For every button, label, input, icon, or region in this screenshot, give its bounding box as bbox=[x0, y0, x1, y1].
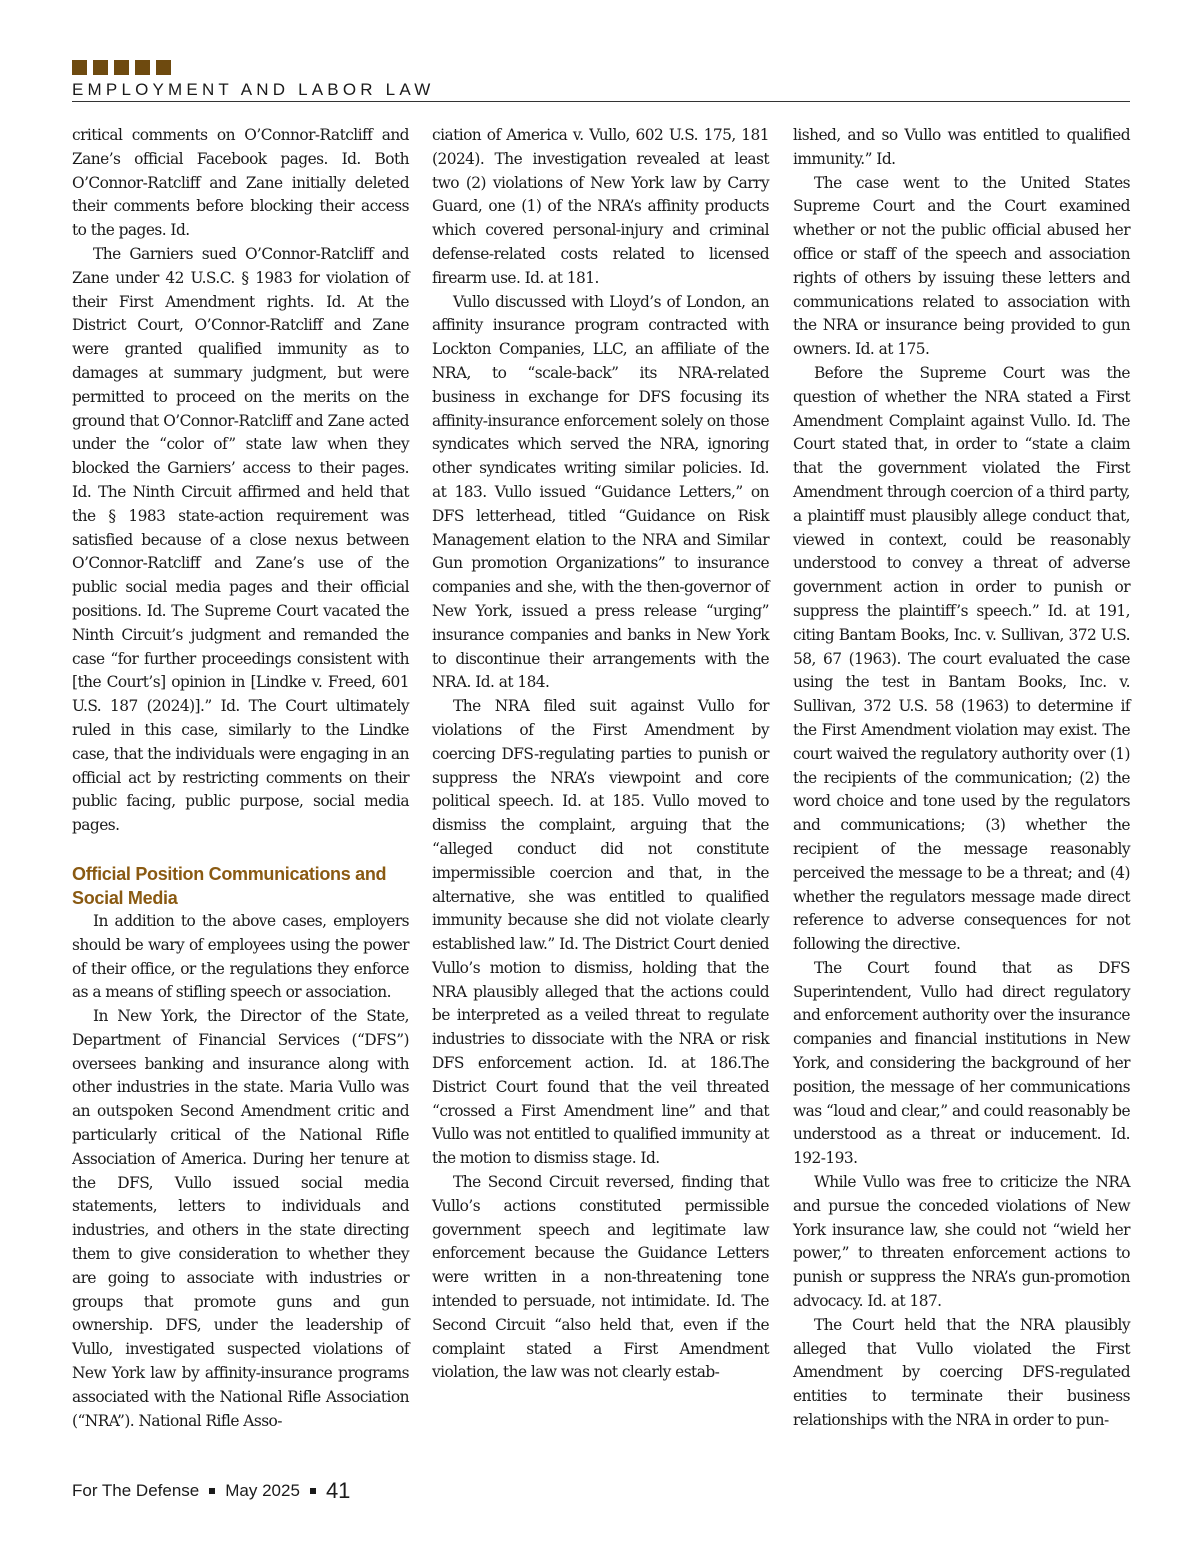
header-square bbox=[93, 60, 108, 75]
paragraph: The Second Circuit reversed, finding that Vullo’s actions constituted permissible government speech and legitimate law enforcement because the Guidance Letters were written in a non-threatening tone intended to persuade, not intimidate. Id. The Second Circuit “also held that, even if the complaint stated a First Amendment violation, the law was not clearly estab- bbox=[432, 1173, 769, 1382]
paragraph: In addition to the above cases, employers should be wary of employees using the power of their office, or the regulations they enforce as a means of stifling speech or association. bbox=[72, 911, 409, 1002]
header-square bbox=[135, 60, 150, 75]
paragraph: Before the Supreme Court was the question of whether the NRA stated a First Amendment Complaint against Vullo. Id. The Court stated that, in order to “state a claim that the government violated the First Amendment through coercion of a third party, a plaintiff must plausibly allege conduct that, viewed in context, could be reasonably understood to convey a threat of adverse government action in order to punish or suppress the plaintiff’s speech.” Id. at 191, citing Bantam Books, Inc. v. Sullivan, 372 U.S. 58, 67 (1963). The court evaluated the case using the test in Bantam Books, Inc. v. Sullivan, 372 U.S. 58 (1963) to determine if the First Amendment violation may exist. The court waived the regulatory authority over (1) the recipients of the communication; (2) the word choice and tone used by the regulators and communications; (3) whether the recipient of the message reasonably perceived the message to be a threat; and (4) whether the regulators message made direct reference to adverse consequences for not following the directive. bbox=[793, 363, 1130, 954]
section-title: EMPLOYMENT AND LABOR LAW bbox=[72, 80, 435, 99]
page-footer bbox=[72, 1478, 350, 1504]
paragraph: Vullo discussed with Lloyd’s of London, an affinity insurance program contracted with Lockton Companies, LLC, an affiliate of the NRA, to “scale-back” its NRA-related business in exchange for DFS focusing its affinity-insurance enforcement solely on those syndicates which served the NRA, ignoring other syndicates writing similar policies. Id. at 183. Vullo issued “Guidance Letters,” on DFS letterhead, titled “Guidance on Risk Management elation to the NRA and Similar Gun promotion Organizations” to insurance companies and she, with the then-governor of New York, issued a press release “urging” insurance companies and banks in New York to discontinue their arrangements with the NRA. Id. at 184. bbox=[432, 292, 769, 692]
header-square bbox=[114, 60, 129, 75]
header-decoration bbox=[72, 60, 171, 75]
header-square bbox=[72, 60, 87, 75]
publication-name: For The Defense bbox=[72, 1481, 200, 1500]
paragraph: The Court found that as DFS Superintendent, Vullo had direct regulatory and enforcement authority over the insurance companies and financial institutions in New York, and considering the background of her position, the message of her communications was “loud and clear,” and could reasonably be understood as a threat or inducement. Id. 192-193. bbox=[793, 958, 1130, 1168]
page-number: 41 bbox=[325, 1478, 351, 1503]
header-rule bbox=[72, 101, 1130, 102]
subheading: Official Position Communications and Social Media bbox=[72, 863, 387, 908]
separator-icon bbox=[310, 1488, 316, 1494]
paragraph: While Vullo was free to criticize the NRA and pursue the conceded violations of New York insurance law, she could not “wield her power,” to threaten enforcement actions to punish or suppress the NRA’s gun-promotion advocacy. Id. at 187. bbox=[793, 1173, 1130, 1311]
paragraph: critical comments on O’Connor-Ratcliff and Zane’s official Facebook pages. Id. Both O’Connor-Ratcliff and Zane initially deleted their comments before blocking their access to the pages. Id. bbox=[72, 126, 409, 240]
paragraph: The Court held that the NRA plausibly alleged that Vullo violated the First Amendment by coercing DFS-regulated entities to terminate their business relationships with the NRA in order to pun- bbox=[793, 1315, 1130, 1430]
column-2 bbox=[432, 124, 769, 1385]
column-1 bbox=[72, 124, 409, 1433]
column-3 bbox=[793, 124, 1130, 1433]
paragraph: The NRA filed suit against Vullo for violations of the First Amendment by coercing DFS-regulating parties to punish or suppress the NRA’s viewpoint and core political speech. Id. at 185. Vullo moved to dismiss the complaint, arguing that the “alleged conduct did not constitute impermissible coercion and that, in the alternative, she was entitled to qualified immunity because she did not violate clearly established law.” Id. The District Court denied Vullo’s motion to dismiss, holding that the NRA plausibly alleged that the actions could be interpreted as a veiled threat to regulate industries to dissociate with the NRA or risk DFS enforcement action. Id. at 186.The District Court found that the veil threated “crossed a First Amendment line” and that Vullo was not entitled to qualified immunity at the motion to dismiss stage. Id. bbox=[432, 697, 769, 1168]
separator-icon bbox=[209, 1488, 215, 1494]
issue-date: May 2025 bbox=[225, 1481, 300, 1500]
paragraph: The case went to the United States Supreme Court and the Court examined whether or not the public official abused her office or staff of the speech and association rights of others by issuing these letters and communications related to association with the NRA or insurance being provided to gun owners. Id. at 175. bbox=[793, 173, 1130, 359]
paragraph: In New York, the Director of the State, Department of Financial Services (“DFS”) oversees banking and insurance along with other industries in the state. Maria Vullo was an outspoken Second Amendment critic and particularly critical of the National Rifle Association of America. During her tenure at the DFS, Vullo issued social media statements, letters to individuals and industries, and others in the state directing them to give consideration to whether they are going to associate with industries or groups that promote guns and gun ownership. DFS, under the leadership of Vullo, investigated suspected violations of New York law by affinity-insurance programs associated with the National Rifle Association (“NRA”). National Rifle Asso- bbox=[72, 1007, 409, 1430]
paragraph: ciation of America v. Vullo, 602 U.S. 175, 181 (2024). The investigation revealed at least two (2) violations of New York law by Carry Guard, one (1) of the NRA’s affinity products which covered personal-injury and criminal defense-related costs related to licensed firearm use. Id. at 181. bbox=[432, 126, 769, 287]
header-square bbox=[156, 60, 171, 75]
paragraph: lished, and so Vullo was entitled to qualified immunity.” Id. bbox=[793, 126, 1130, 168]
paragraph: The Garniers sued O’Connor-Ratcliff and Zane under 42 U.S.C. § 1983 for violation of their First Amendment rights. Id. At the District Court, O’Connor-Ratcliff and Zane were granted qualified immunity as to damages at summary judgment, but were permitted to proceed on the merits on the ground that O’Connor-Ratcliff and Zane acted under the “color of” state law when they blocked the Garniers’ access to their pages. Id. The Ninth Circuit affirmed and held that the § 1983 state-action requirement was satisfied because of a close nexus between O’Connor-Ratcliff and Zane’s use of the public social media pages and their official positions. Id. The Supreme Court vacated the Ninth Circuit’s judgment and remanded the case “for further proceedings consistent with [the Court’s] opinion in [Lindke v. Freed, 601 U.S. 187 (2024)].” Id. The Court ultimately ruled in this case, similarly to the Lindke case, that the individuals were engaging in an official act by restricting comments on their public facing, public purpose, social media pages. bbox=[72, 244, 409, 835]
